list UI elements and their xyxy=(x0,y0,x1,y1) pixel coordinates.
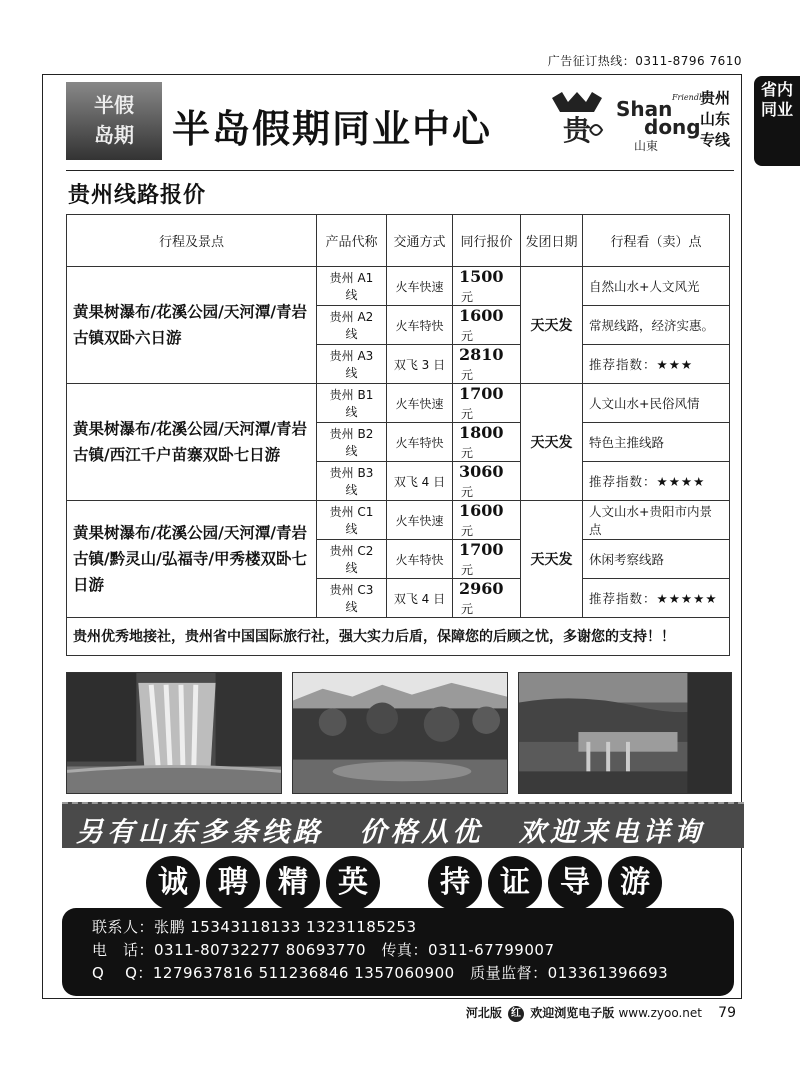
price-unit: 元 xyxy=(461,602,474,616)
guizhou-logo xyxy=(546,90,608,152)
table-row xyxy=(67,384,730,423)
price-unit: 元 xyxy=(461,524,474,538)
selling-point: 特色主推线路 xyxy=(583,423,730,462)
footer-text: 欢迎浏览电子版 xyxy=(530,1006,615,1020)
logo-text-line: 岛期 xyxy=(94,123,134,147)
transport-mode: 火车特快 xyxy=(387,540,453,579)
price-unit: 元 xyxy=(461,329,474,343)
transport-mode: 双飞 3 日 xyxy=(387,345,453,384)
park-photo xyxy=(292,672,508,794)
table-row xyxy=(67,267,730,306)
transport-mode: 火车特快 xyxy=(387,423,453,462)
transport-mode: 双飞 4 日 xyxy=(387,579,453,618)
price-value: 1700 xyxy=(459,384,504,403)
contact-person-line: 联系人：张鹏 15343118133 13231185253 xyxy=(92,918,417,936)
route-tag-line: 专线 xyxy=(700,131,731,149)
logo-text-line: 半假 xyxy=(94,93,134,117)
product-code: 贵州 C2 线 xyxy=(317,540,387,579)
product-code: 贵州 A1 线 xyxy=(317,267,387,306)
waterfall-photo xyxy=(66,672,282,794)
selling-point: 自然山水+人文风光 xyxy=(583,267,730,306)
shandong-logo-text: dong xyxy=(644,115,701,139)
product-code: 贵州 B2 线 xyxy=(317,423,387,462)
price-value: 3060 xyxy=(459,462,504,481)
edition-label: 河北版 xyxy=(465,1006,502,1020)
price-value: 2960 xyxy=(459,579,504,598)
section-title: 贵州线路报价 xyxy=(68,183,207,208)
website-link[interactable]: www.zyoo.net xyxy=(618,1006,702,1020)
route-tag xyxy=(700,88,730,151)
price-value: 1600 xyxy=(459,501,504,520)
transport-mode: 火车快速 xyxy=(387,501,453,540)
contact-qq-line: Q Q：1279637816 511236846 1357060900 质量监督：013361396693 xyxy=(92,964,669,982)
recruit-char: 聘 xyxy=(206,856,260,910)
section-tab-line: 省内 xyxy=(760,80,793,99)
shandong-logo xyxy=(616,90,706,152)
depart-date: 天天发 xyxy=(521,267,583,384)
column-header: 同行报价 xyxy=(453,215,521,267)
price-unit: 元 xyxy=(461,485,474,499)
price-value: 1600 xyxy=(459,306,504,325)
transport-mode: 双飞 4 日 xyxy=(387,462,453,501)
selling-point: 人文山水+民俗风情 xyxy=(583,384,730,423)
company-title: 半岛假期同业中心 xyxy=(172,107,493,151)
recruit-char: 精 xyxy=(266,856,320,910)
price-unit: 元 xyxy=(461,407,474,421)
shandong-logo-text: 山東 xyxy=(634,139,659,152)
price-cell xyxy=(453,579,521,618)
selling-point: 推荐指数：★★★★ xyxy=(583,462,730,501)
selling-point: 人文山水+贵阳市内景点 xyxy=(583,501,730,540)
page-footer xyxy=(466,1004,736,1022)
recruit-char: 持 xyxy=(428,856,482,910)
product-code: 贵州 C3 线 xyxy=(317,579,387,618)
price-cell xyxy=(453,267,521,306)
transport-mode: 火车快速 xyxy=(387,384,453,423)
tagline-banner xyxy=(62,802,744,848)
price-cell xyxy=(453,423,521,462)
header xyxy=(66,80,738,162)
canyon-photo xyxy=(518,672,732,794)
depart-date: 天天发 xyxy=(521,501,583,618)
recruit-char: 英 xyxy=(326,856,380,910)
recruit-char: 导 xyxy=(548,856,602,910)
shandong-logo-text: Shan xyxy=(616,97,673,121)
tagline-text: 另有山东多条线路 价格从优 欢迎来电详询 xyxy=(76,817,705,848)
route-name: 黄果树瀑布/花溪公园/天河潭/青岩古镇双卧六日游 xyxy=(67,267,317,384)
page-number: 79 xyxy=(718,1005,736,1021)
route-name: 黄果树瀑布/花溪公园/天河潭/青岩古镇/黔灵山/弘福寺/甲秀楼双卧七日游 xyxy=(67,501,317,618)
selling-point: 休闲考察线路 xyxy=(583,540,730,579)
transport-mode: 火车特快 xyxy=(387,306,453,345)
price-value: 2810 xyxy=(459,345,504,364)
price-unit: 元 xyxy=(461,368,474,382)
product-code: 贵州 A2 线 xyxy=(317,306,387,345)
recruit-char: 诚 xyxy=(146,856,200,910)
price-value: 1500 xyxy=(459,267,504,286)
selling-point: 推荐指数：★★★★★ xyxy=(583,579,730,618)
product-code: 贵州 B3 线 xyxy=(317,462,387,501)
company-logo xyxy=(66,82,162,160)
section-tab-line: 同业 xyxy=(760,100,793,119)
column-header: 发团日期 xyxy=(521,215,583,267)
column-header: 交通方式 xyxy=(387,215,453,267)
price-cell xyxy=(453,384,521,423)
price-cell xyxy=(453,462,521,501)
depart-date: 天天发 xyxy=(521,384,583,501)
price-value: 1700 xyxy=(459,540,504,559)
column-header: 行程看（卖）点 xyxy=(583,215,730,267)
table-row xyxy=(67,501,730,540)
selling-point: 常规线路，经济实惠。 xyxy=(583,306,730,345)
column-header: 产品代称 xyxy=(317,215,387,267)
contact-phone-line: 电 话：0311-80732277 80693770 传真：0311-67799007 xyxy=(92,941,555,959)
route-name: 黄果树瀑布/花溪公园/天河潭/青岩古镇/西江千户苗寨双卧七日游 xyxy=(67,384,317,501)
product-code: 贵州 C1 线 xyxy=(317,501,387,540)
shandong-logo-text: Friendly xyxy=(672,93,706,102)
route-tag-line: 山东 xyxy=(700,110,731,128)
hong-badge: 红 xyxy=(508,1006,524,1022)
price-cell xyxy=(453,501,521,540)
price-table xyxy=(66,214,730,656)
column-header: 行程及景点 xyxy=(67,215,317,267)
price-unit: 元 xyxy=(461,290,474,304)
price-unit: 元 xyxy=(461,446,474,460)
price-unit: 元 xyxy=(461,563,474,577)
table-banner-row xyxy=(67,618,730,656)
product-code: 贵州 A3 线 xyxy=(317,345,387,384)
table-header-row xyxy=(67,215,730,267)
guizhou-logo-text: 贵 xyxy=(562,114,592,147)
price-cell xyxy=(453,345,521,384)
contact-box xyxy=(62,908,734,996)
transport-mode: 火车快速 xyxy=(387,267,453,306)
product-code: 贵州 B1 线 xyxy=(317,384,387,423)
ad-hotline: 广告征订热线：0311-8796 7610 xyxy=(547,54,742,68)
selling-point: 推荐指数：★★★ xyxy=(583,345,730,384)
price-cell xyxy=(453,540,521,579)
divider xyxy=(66,170,734,171)
price-value: 1800 xyxy=(459,423,504,442)
price-cell xyxy=(453,306,521,345)
section-tab xyxy=(754,76,800,166)
route-tag-line: 贵州 xyxy=(700,89,731,107)
recruit-char: 游 xyxy=(608,856,662,910)
agency-banner: 贵州优秀地接社，贵州省中国国际旅行社，强大实力后盾，保障您的后顾之忧，多谢您的支持！！ xyxy=(67,618,730,656)
recruit-char: 证 xyxy=(488,856,542,910)
